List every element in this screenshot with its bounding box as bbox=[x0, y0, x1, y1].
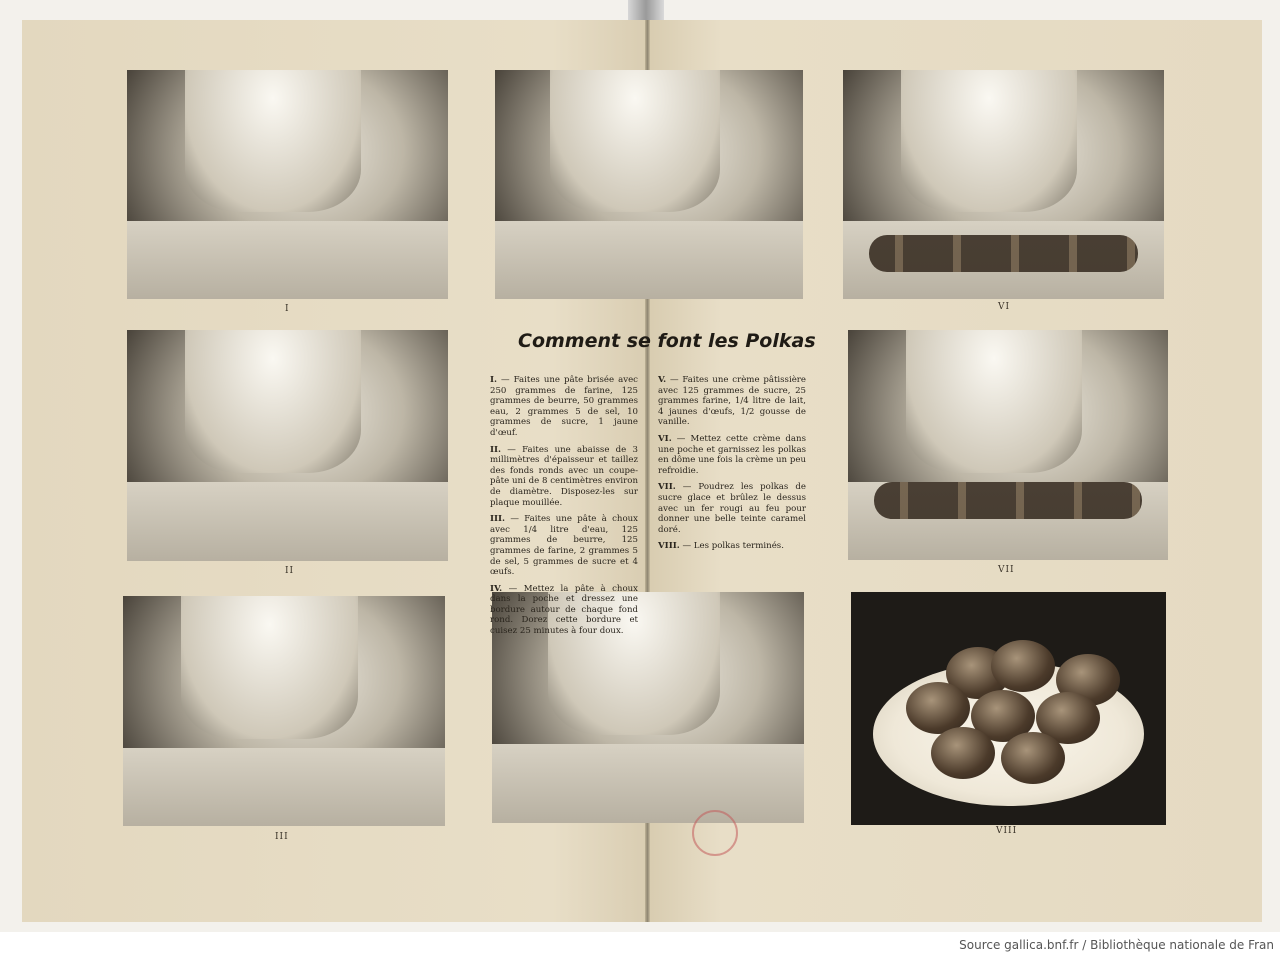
photo-step-8 bbox=[851, 592, 1166, 825]
step-paragraph: V. — Faites une crème pâtissière avec 125 grammes de sucre, 25 grammes farine, 1/4 litre de lait, 4 jaunes d'œufs, 1/2 gousse de vanille. bbox=[658, 375, 806, 428]
caption-step-1: I bbox=[285, 304, 290, 314]
caption-step-7: VII bbox=[998, 565, 1015, 575]
binding-top bbox=[628, 0, 664, 22]
photo-step-2 bbox=[127, 330, 448, 561]
step-paragraph: IV. — Mettez la pâte à choux dans la poche et dressez une bordure autour de chaque fond rond. Dorez cette bordure et cuisez 25 minutes à four doux. bbox=[490, 583, 638, 637]
step-paragraph: I. — Faites une pâte brisée avec 250 grammes de farine, 125 grammes de beurre, 50 grammes eau, 2 grammes 5 de sel, 10 grammes de sucre, 1 jaune d'œuf. bbox=[490, 375, 638, 438]
caption-step-2: II bbox=[285, 566, 295, 576]
text-column-left bbox=[490, 375, 638, 643]
caption-step-6: VI bbox=[998, 302, 1011, 312]
step-paragraph: III. — Faites une pâte à choux avec 1/4 litre d'eau, 125 grammes de beurre, 125 grammes de farine, 2 grammes 5 de sel, 5 grammes de sucre et 4 œufs. bbox=[490, 514, 638, 578]
caption-step-3: III bbox=[275, 832, 289, 842]
step-paragraph: VIII. — Les polkas terminés. bbox=[658, 541, 784, 552]
photo-step-1 bbox=[127, 70, 448, 299]
step-paragraph: VII. — Poudrez les polkas de sucre glace et brûlez le dessus avec un fer rougi au feu pour donner une belle teinte caramel doré. bbox=[658, 482, 806, 535]
source-footer: Source gallica.bnf.fr / Bibliothèque nationale de Fran bbox=[959, 938, 1274, 952]
photo-step-3 bbox=[123, 596, 445, 826]
photo-step-4 bbox=[495, 70, 803, 299]
step-paragraph: II. — Faites une abaisse de 3 millimètres d'épaisseur et taillez des fonds ronds avec un coupe-pâte uni de 8 centimètres environ de diamètre. Disposez-les sur plaque mouillée. bbox=[490, 444, 638, 508]
step-paragraph: VI. — Mettez cette crème dans une poche et garnissez les polkas en dôme une fois la crème un peu refroidie. bbox=[658, 433, 806, 476]
text-column-right bbox=[658, 375, 806, 558]
caption-step-8: VIII bbox=[996, 826, 1018, 836]
photo-step-7 bbox=[848, 330, 1168, 560]
library-stamp bbox=[692, 810, 738, 856]
article-title: Comment se font les Polkas bbox=[518, 330, 816, 352]
photo-step-6 bbox=[843, 70, 1164, 299]
